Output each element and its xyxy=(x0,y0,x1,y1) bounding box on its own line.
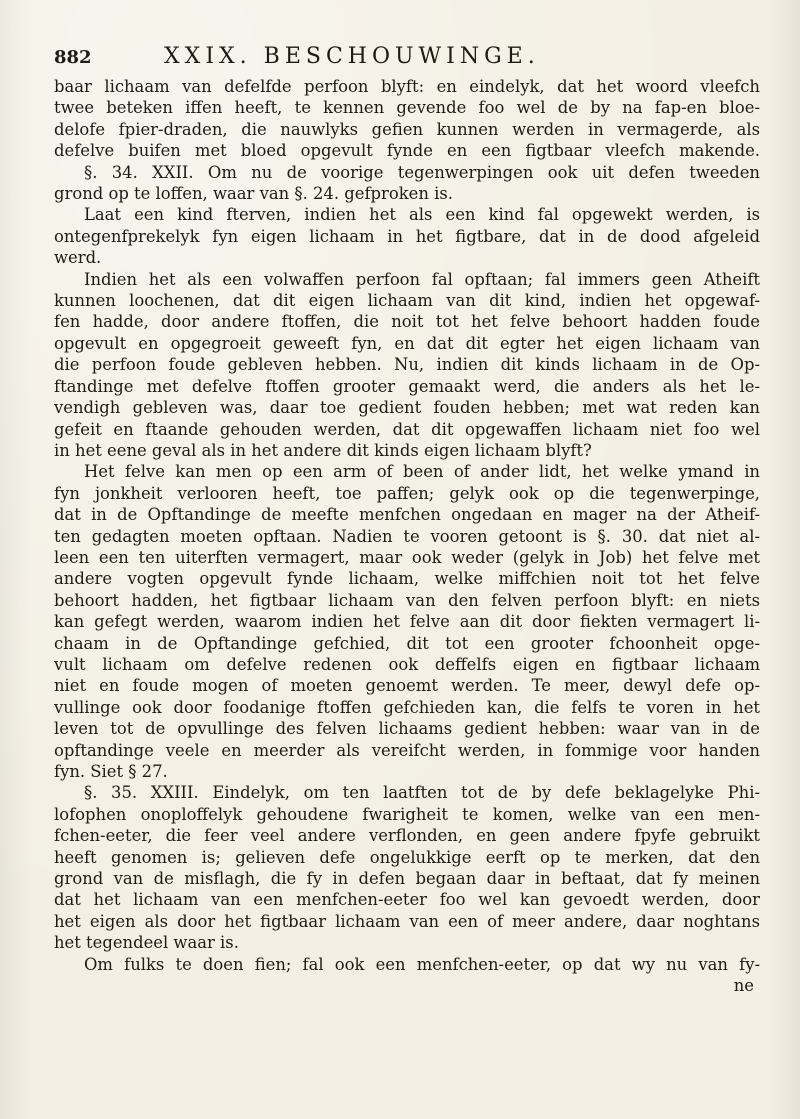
text-line: behoort hadden, het figtbaar lichaam van den felven perfoon blyft: en niets xyxy=(54,590,760,610)
text-line: dat in de Opftandinge de meefte menfchen ongedaan en mager na der Atheif- xyxy=(54,505,760,525)
text-line: werd. xyxy=(54,248,102,268)
text-line: lofophen onoploffelyk gehoudene fwarigheit te komen, welke van een men- xyxy=(54,804,760,824)
text-line: ten gedagten moeten opftaan. Nadien te vooren getoont is §. 30. dat niet al- xyxy=(54,526,760,546)
text-line: Indien het als een volwaffen perfoon fal opftaan; fal immers geen Atheift xyxy=(84,269,760,289)
text-line: Het felve kan men op een arm of been of ander lidt, het welke ymand in xyxy=(84,462,760,482)
text-line: kan gefegt werden, waarom indien het felve aan dit door fiekten vermagert li- xyxy=(54,612,760,632)
catchword: ne xyxy=(733,976,754,996)
text-line: ontegenfprekelyk fyn eigen lichaam in het figtbare, dat in de dood afgeleid xyxy=(54,226,760,246)
text-line: die perfoon foude gebleven hebben. Nu, indien dit kinds lichaam in de Op- xyxy=(54,355,760,375)
text-line: defelve buifen met bloed opgevult fynde en een figtbaar vleefch makende. xyxy=(54,141,760,161)
text-line: leen een ten uiterften vermagert, maar ook weder (gelyk in Job) het felve met xyxy=(54,547,760,567)
text-line: gefeit en ftaande gehouden werden, dat dit opgewaffen lichaam niet foo wel xyxy=(54,419,760,439)
text-line: §. 34. XXII. Om nu de voorige tegenwerpingen ook uit defen tweeden xyxy=(84,162,760,182)
text-line: vullinge ook door foodanige ftoffen gefchieden kan, die felfs te voren in het xyxy=(54,697,760,717)
text-line: grond op te loffen, waar van §. 24. gefproken is. xyxy=(54,184,453,204)
text-line: §. 35. XXIII. Eindelyk, om ten laatften tot de by defe beklagelyke Phi- xyxy=(84,783,760,803)
running-head xyxy=(54,44,760,74)
text-line: opftandinge veele en meerder als vereifcht werden, in fommige voor handen xyxy=(54,740,760,760)
text-line: twee beteken iffen heeft, te kennen gevende foo wel de by na fap-en bloe- xyxy=(54,98,760,118)
text-line: chaam in de Opftandinge gefchied, dit tot een grooter fchoonheit opge- xyxy=(54,633,760,653)
text-line: vult lichaam om defelve redenen ook deffelfs eigen en figtbaar lichaam xyxy=(54,654,760,674)
text-line: grond van de misflagh, die fy in defen begaan daar in beftaat, dat fy meinen xyxy=(54,869,760,889)
text-line: leven tot de opvullinge des felven lichaams gedient hebben: waar van in de xyxy=(54,719,760,739)
body-text xyxy=(54,76,760,975)
text-line: Om fulks te doen fien; fal ook een menfchen-eeter, op dat wy nu van fy- xyxy=(84,954,760,974)
text-line: fchen-eeter, die feer veel andere verflonden, en geen andere fpyfe gebruikt xyxy=(54,826,760,846)
text-line: dat het lichaam van een menfchen-eeter foo wel kan gevoedt werden, door xyxy=(54,890,760,910)
text-line: vendigh gebleven was, daar toe gedient fouden hebben; met wat reden kan xyxy=(54,398,760,418)
text-line: fen hadde, door andere ftoffen, die noit tot het felve behoort hadden foude xyxy=(54,312,760,332)
text-line: andere vogten opgevult fynde lichaam, welke miffchien noit tot het felve xyxy=(54,569,760,589)
text-line: in het eene geval als in het andere dit kinds eigen lichaam blyft? xyxy=(54,440,592,460)
chapter-title: XXIX. BESCHOUWINGE. xyxy=(164,44,540,69)
text-line: het tegendeel waar is. xyxy=(54,933,239,953)
text-line: kunnen loochenen, dat dit eigen lichaam van dit kind, indien het opgewaf- xyxy=(54,291,760,311)
text-line: fyn jonkheit verlooren heeft, toe paffen; gelyk ook op die tegenwerpinge, xyxy=(54,483,760,503)
text-line: baar lichaam van defelfde perfoon blyft: en eindelyk, dat het woord vleefch xyxy=(54,77,760,96)
text-line: delofe fpier-draden, die nauwlyks gefien kunnen werden in vermagerde, als xyxy=(54,119,760,139)
page-number: 882 xyxy=(54,47,92,68)
text-line: heeft genomen is; gelieven defe ongelukkige eerft op te merken, dat den xyxy=(54,847,760,867)
text-line: fyn. Siet § 27. xyxy=(54,762,168,781)
text-line: opgevult en opgegroeit geweeft fyn, en dat dit egter het eigen lichaam van xyxy=(54,333,760,353)
text-line: Laat een kind fterven, indien het als een kind fal opgewekt werden, is xyxy=(84,205,760,225)
text-line: het eigen als door het figtbaar lichaam van een of meer andere, daar noghtans xyxy=(54,911,760,931)
text-line: ftandinge met defelve ftoffen grooter gemaakt werd, die anders als het le- xyxy=(54,376,760,396)
text-line: niet en foude mogen of moeten genoemt werden. Te meer, dewyl defe op- xyxy=(54,676,760,696)
